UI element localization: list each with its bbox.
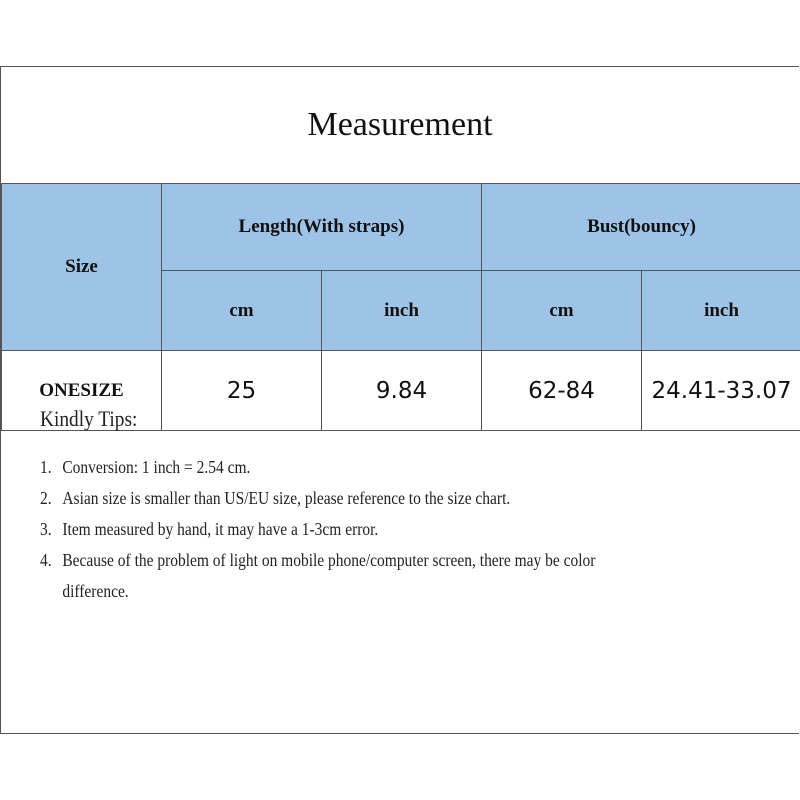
list-item-number: 3.	[40, 519, 52, 539]
list-item-text: Item measured by hand, it may have a 1-3cm error.	[62, 519, 379, 539]
length-inch-header: inch	[322, 271, 482, 351]
list-item-number: 1.	[40, 457, 52, 477]
size-cell: ONESIZE	[2, 351, 162, 431]
tips-section	[40, 406, 760, 607]
list-item	[40, 514, 633, 545]
list-item	[40, 545, 633, 607]
length-cm-cell: 25	[162, 351, 322, 431]
list-item	[40, 452, 633, 483]
list-item-number: 4.	[40, 550, 52, 570]
length-cm-header: cm	[162, 271, 322, 351]
length-group-header: Length(With straps)	[162, 184, 482, 271]
bust-group-header: Bust(bouncy)	[482, 184, 800, 271]
bust-inch-header: inch	[642, 271, 800, 351]
bust-cm-cell: 62-84	[482, 351, 642, 431]
list-item-number: 2.	[40, 488, 52, 508]
list-item-text: Because of the problem of light on mobile phone/computer screen, there may be color difference.	[62, 550, 596, 601]
length-inch-cell: 9.84	[322, 351, 482, 431]
list-item	[40, 483, 633, 514]
list-item-text: Conversion: 1 inch = 2.54 cm.	[62, 457, 251, 477]
page-title: Measurement	[307, 106, 493, 143]
bust-cm-header: cm	[482, 271, 642, 351]
table-header-row	[2, 184, 800, 271]
list-item-text: Asian size is smaller than US/EU size, please reference to the size chart.	[62, 488, 511, 508]
size-chart-panel	[0, 66, 799, 734]
tips-heading: Kindly Tips:	[40, 406, 138, 431]
size-table	[1, 183, 800, 431]
tips-list	[40, 452, 760, 607]
bust-inch-cell: 24.41-33.07	[642, 351, 800, 431]
size-column-header: Size	[2, 184, 162, 351]
